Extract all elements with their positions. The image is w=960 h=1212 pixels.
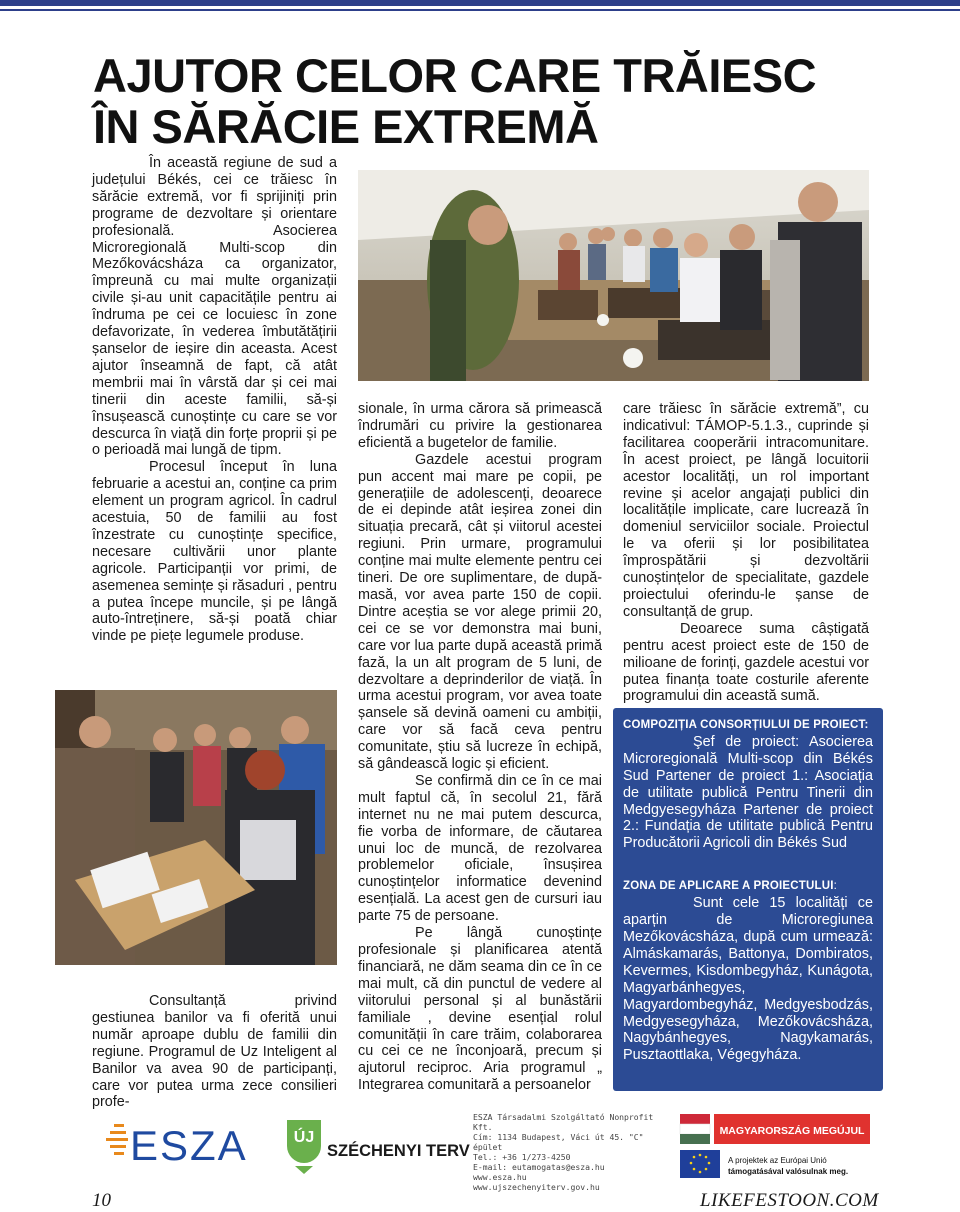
paragraph: Se confirmă din ce în ce mai mult faptul că, în secolul 21, fără internet nu ne mai putem descurca, fie vorba de informare, de căutarea unui loc de muncă, de rezolvarea problemelor oficiale, însușirea cunoștințelor informatice devenind esențială. La acest gen de cursuri iau parte 75 de persoane.: [358, 772, 602, 925]
page-number: 10: [92, 1190, 111, 1211]
column-2: [358, 401, 602, 1094]
esza-logo-text: ESZA: [130, 1122, 248, 1169]
szechenyi-text: SZÉCHENYI TERV: [327, 1142, 470, 1160]
contact-line: ESZA Társadalmi Szolgáltató Nonprofit Kft.: [473, 1112, 654, 1132]
photo-meeting-participants: [55, 690, 337, 965]
area-heading: [623, 878, 873, 895]
szechenyi-terv-logo: [283, 1112, 470, 1174]
paragraph: sionale, în urma cărora să primească îndrumări cu privire la gestionarea eficientă a bugetelor de familie.: [358, 401, 602, 451]
article-title: [93, 50, 933, 152]
area-heading-colon: :: [833, 880, 838, 893]
contact-line: E-mail: eutamogatas@esza.hu: [473, 1162, 605, 1172]
eu-text-2: támogatásával valósulnak meg.: [728, 1167, 849, 1176]
magyarorszag-megujul-banner: [680, 1112, 870, 1180]
paragraph: Gazdele acestui program pun accent mai mare pe copii, pe generațiile de adolescenți, deoarece de ei depinde atât ieșirea zonei din situația precară, cât și viitorul acestei regiuni. Prin urmare, programului conține mai multe elemente pentru cei tineri. De ore suplimentare, de după-masă, vor avea parte 150 de copii. Dintre aceștia se vor alege primii 20, cei ce se vor demonstra mai buni, care vor lua parte după această primă fază, la un alt program de 5 luni, de dezvoltare a deprinderilor de viață. În urma acestui program, vor avea toate șansele să devină oameni cu ambiții, care vor să facă ceva pentru comunitate, știu să lucreze în echipă, să gândească logic și eficient.: [358, 451, 602, 773]
photo-greenhouse-workers: [358, 170, 869, 381]
contact-line: Tel.: +36 1/273-4250: [473, 1152, 571, 1162]
paragraph: care trăiesc în sărăcie extremă”, cu indicativul: TÁMOP-5.1.3., cuprinde și facilitarea cooperării intracomunitare. În acest proiect, pe lângă locuitorii acestor localități, un rol important revine și acelor angajați publici din localitățile implicate, care lucrează în domeniul serviciilor sociale. Proiectul le va oferii și lor posibilitatea împrospătării și dezvoltării cunoștințelor de specialitate, gazdele proiectului oferindu-le șanse de consultanță de grup.: [623, 401, 869, 620]
column-1: [92, 155, 337, 645]
contact-line: www.esza.hu: [473, 1172, 527, 1182]
eu-text-1: A projektek az Európai Unió: [728, 1156, 827, 1165]
contact-line: www.ujszechenyiterv.gov.hu: [473, 1182, 600, 1192]
title-line-1: AJUTOR CELOR CARE TRĂIESC: [93, 49, 817, 102]
area-text: Sunt cele 15 localități ce aparțin de Microregiunea Mezőkovácsháza, după cum urmează: Almáskamarás, Battonya, Dombiratos, Kevermes, Kisdombegyház, Kunágota, Magyarbánhegyes, Magyardombegyház, Medgyesbodzás, Medgyesegyháza, Mezőkovácsháza, Nagybánhegyes, Nagykamarás, Pusztaottlaka, Végegyháza.: [623, 895, 873, 1064]
uj-badge-text: ÚJ: [293, 1129, 315, 1146]
paragraph: Procesul început în luna februarie a acestui an, conține ca prim element un program agricol. În cadrul acestuia, 50 de familii au fost înzestrate cu cunoștințe specifice, necesare cultivării unor plante agricole. Participanții vor primi, de asemenea semințe și răsaduri , pentru a putea începe muncile, și pe lângă auto-întreținere, să-și poată chiar vinde pe piețe legumele produse.: [92, 459, 337, 645]
consortium-heading: COMPOZIȚIA CONSORȚIULUI DE PROIECT:: [623, 719, 869, 731]
top-rule-thin: [0, 9, 960, 11]
paragraph: În această regiune de sud a județului Békés, cei ce trăiesc în sărăcie extremă, vor fi sprijiniți prin programe de dezvoltare și orientare profesională. Asocierea Microregională Multi-scop din Mezőkovácsháza ca organizator, împreună cu mai multe organizații civile și-au unit capacitățile pentru ai îndruma pe cei ce locuiesc în zone defavorizate, în vederea îmbutătățirii șanselor de ieșire din aceasta. Acest ajutor înseamnă de fapt, că atât membrii mai în vârstă dar și cei mai tinerii din aceste familii, să-și însușească cunoștințe cu care se vor descurca în viață din forțe proprii și pe o perioadă mai lungă de tipm.: [92, 155, 337, 459]
paragraph: Pe lângă cunoștințe profesionale și planificarea atentă financiară, ne dăm seama din ce în ce mai mult, că din punctul de vedere al viitorului personal și al bunăstării familiale , devine esențial rolul comunității în care trăim, colaborarea cu cei ce ne înconjoară, precum și ajutorul reciproc. Aria programul „ Integrarea comunitară a persoanelor: [358, 925, 602, 1094]
contact-info: [473, 1112, 673, 1192]
mm-banner-text: MAGYARORSZÁG MEGÚJUL: [719, 1125, 865, 1137]
top-rule: [0, 0, 960, 6]
column-1-continued: [92, 993, 337, 1111]
project-info-box: [613, 708, 883, 1091]
site-name: LIKEFESTOON.COM: [700, 1190, 879, 1211]
paragraph: Deoarece suma câștigată pentru acest proiect este de 150 de milioane de forinți, gazdele acestui vor putea finanța toate costurile aferente programului din această sumă.: [623, 620, 869, 705]
area-heading-text: ZONA DE APLICARE A PROIECTULUI: [623, 880, 834, 893]
paragraph: Consultanță privind gestiunea banilor va fi oferită unui număr aproape dublu de familii din regiune. Programul de Uz Inteligent al Banilor va avea 90 de participanți, care vor putea urma zece consilieri profe-: [92, 993, 337, 1111]
contact-line: Cím: 1134 Budapest, Váci út 45. "C" épület: [473, 1132, 644, 1152]
esza-logo: [100, 1112, 248, 1170]
column-3: [623, 401, 869, 705]
consortium-text: Şef de proiect: Asocierea Microregională Multi-scop din Békés Sud Partener de proiect 1.: Asociația de utilitate publică Pentru Tinerii din Medgyesegyháza Partener de proiect 2.: Fundația de utilitate publică Pentru Producătorii Agricoli din Békés Sud: [623, 733, 873, 852]
title-line-2: ÎN SĂRĂCIE EXTREMĂ: [93, 100, 599, 153]
